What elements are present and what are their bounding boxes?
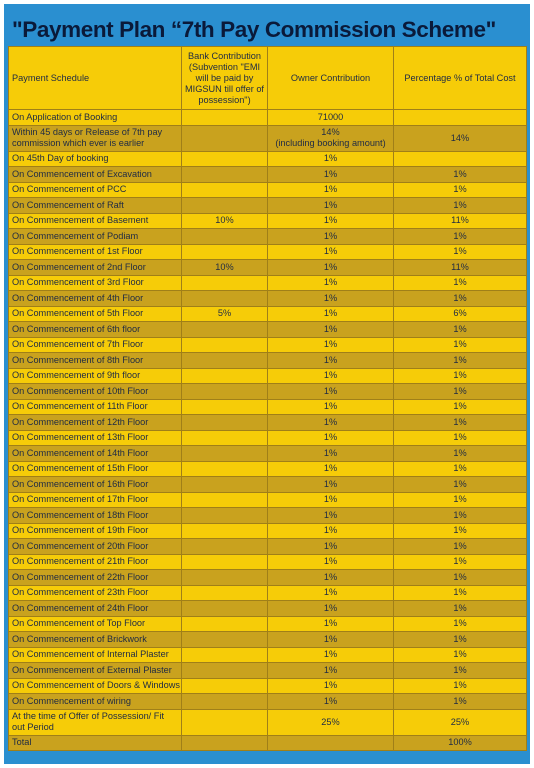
schedule-cell: On Commencement of 9th floor [9, 368, 182, 384]
owner-contribution-cell: 1% [268, 415, 394, 431]
schedule-cell: On Commencement of 13th Floor [9, 430, 182, 446]
schedule-cell: On Commencement of 20th Floor [9, 539, 182, 555]
percentage-cell: 1% [394, 291, 527, 307]
schedule-cell: On Commencement of 19th Floor [9, 523, 182, 539]
bank-contribution-cell [182, 735, 268, 751]
schedule-cell: On Commencement of PCC [9, 182, 182, 198]
owner-contribution-cell: 1% [268, 182, 394, 198]
table-row [9, 554, 527, 570]
percentage-cell: 1% [394, 399, 527, 415]
table-row [9, 399, 527, 415]
owner-contribution-cell [268, 735, 394, 751]
bank-contribution-cell [182, 275, 268, 291]
schedule-cell: On Commencement of Excavation [9, 167, 182, 183]
percentage-cell: 1% [394, 198, 527, 214]
schedule-cell: On Commencement of Top Floor [9, 616, 182, 632]
bank-contribution-cell [182, 430, 268, 446]
table-row [9, 430, 527, 446]
schedule-cell: On Commencement of Internal Plaster [9, 647, 182, 663]
owner-contribution-cell: 1% [268, 151, 394, 167]
bank-contribution-cell [182, 523, 268, 539]
percentage-cell: 6% [394, 306, 527, 322]
table-row [9, 694, 527, 710]
schedule-cell: On Commencement of 23th Floor [9, 585, 182, 601]
owner-contribution-cell: 1% [268, 539, 394, 555]
schedule-cell: On Commencement of 18th Floor [9, 508, 182, 524]
percentage-cell [394, 110, 527, 126]
table-row [9, 244, 527, 260]
schedule-cell: On Commencement of wiring [9, 694, 182, 710]
schedule-cell: On Commencement of 6th floor [9, 322, 182, 338]
schedule-cell: On Commencement of 4th Floor [9, 291, 182, 307]
page-title: "Payment Plan “7th Pay Commission Scheme" [12, 17, 496, 42]
table-row [9, 353, 527, 369]
bank-contribution-cell [182, 182, 268, 198]
table-row [9, 477, 527, 493]
table-row [9, 585, 527, 601]
schedule-cell: On Commencement of 2nd Floor [9, 260, 182, 276]
table-row [9, 229, 527, 245]
percentage-cell: 11% [394, 213, 527, 229]
percentage-cell: 1% [394, 430, 527, 446]
percentage-cell: 1% [394, 368, 527, 384]
percentage-cell: 1% [394, 353, 527, 369]
bank-contribution-cell [182, 492, 268, 508]
percentage-cell: 1% [394, 461, 527, 477]
schedule-cell: On Commencement of 12th Floor [9, 415, 182, 431]
table-row [9, 415, 527, 431]
bank-contribution-cell: 10% [182, 213, 268, 229]
owner-contribution-cell: 1% [268, 244, 394, 260]
bank-contribution-cell [182, 678, 268, 694]
owner-contribution-cell: 1% [268, 322, 394, 338]
percentage-cell: 1% [394, 446, 527, 462]
owner-contribution-cell: 1% [268, 167, 394, 183]
owner-contribution-cell: 1% [268, 337, 394, 353]
owner-contribution-cell: 1% [268, 446, 394, 462]
owner-contribution-cell: 1% [268, 663, 394, 679]
table-row [9, 125, 527, 151]
table-row [9, 461, 527, 477]
owner-contribution-cell: 25% [268, 709, 394, 735]
owner-contribution-cell: 1% [268, 353, 394, 369]
schedule-cell: On Commencement of 24th Floor [9, 601, 182, 617]
table-row [9, 539, 527, 555]
payment-plan-table [8, 46, 527, 751]
owner-contribution-cell: 1% [268, 678, 394, 694]
owner-contribution-cell: 1% [268, 694, 394, 710]
table-row [9, 167, 527, 183]
bank-contribution-cell [182, 554, 268, 570]
schedule-cell: On Commencement of Basement [9, 213, 182, 229]
percentage-cell: 1% [394, 508, 527, 524]
percentage-cell: 1% [394, 492, 527, 508]
percentage-cell: 1% [394, 244, 527, 260]
schedule-cell: On Commencement of 11th Floor [9, 399, 182, 415]
owner-contribution-cell: 1% [268, 306, 394, 322]
table-row [9, 213, 527, 229]
owner-contribution-cell: 1% [268, 492, 394, 508]
percentage-cell: 11% [394, 260, 527, 276]
bank-contribution-cell [182, 415, 268, 431]
bank-contribution-cell [182, 709, 268, 735]
schedule-cell: On Commencement of 17th Floor [9, 492, 182, 508]
owner-contribution-cell: 1% [268, 477, 394, 493]
owner-contribution-cell: 1% [268, 399, 394, 415]
owner-contribution-cell: 71000 [268, 110, 394, 126]
owner-contribution-cell: 1% [268, 570, 394, 586]
owner-contribution-cell: 1% [268, 601, 394, 617]
schedule-cell: On Commencement of 8th Floor [9, 353, 182, 369]
percentage-cell [394, 151, 527, 167]
table-row [9, 291, 527, 307]
owner-contribution-cell: 1% [268, 461, 394, 477]
table-row [9, 508, 527, 524]
percentage-cell: 1% [394, 539, 527, 555]
percentage-cell: 1% [394, 663, 527, 679]
schedule-cell: On Commencement of 16th Floor [9, 477, 182, 493]
bank-contribution-cell [182, 694, 268, 710]
percentage-cell: 1% [394, 182, 527, 198]
bank-contribution-cell [182, 151, 268, 167]
owner-contribution-cell: 1% [268, 585, 394, 601]
schedule-cell: On Commencement of 1st Floor [9, 244, 182, 260]
table-row [9, 110, 527, 126]
bank-contribution-cell [182, 647, 268, 663]
bank-contribution-cell [182, 337, 268, 353]
table-header-row [9, 47, 527, 110]
schedule-cell: On Commencement of Podiam [9, 229, 182, 245]
bank-contribution-cell [182, 508, 268, 524]
header-bank-contribution: Bank Contribution (Subvention "EMI will be paid by MIGSUN till offer of possession") [182, 47, 268, 110]
percentage-cell: 25% [394, 709, 527, 735]
owner-contribution-cell: 1% [268, 275, 394, 291]
schedule-cell: On Commencement of 5th Floor [9, 306, 182, 322]
header-owner-contribution: Owner Contribution [268, 47, 394, 110]
table-row [9, 337, 527, 353]
percentage-cell: 1% [394, 322, 527, 338]
owner-contribution-cell: 1% [268, 554, 394, 570]
percentage-cell: 1% [394, 167, 527, 183]
percentage-cell: 1% [394, 647, 527, 663]
bank-contribution-cell [182, 353, 268, 369]
bank-contribution-cell: 10% [182, 260, 268, 276]
bank-contribution-cell [182, 461, 268, 477]
bank-contribution-cell [182, 384, 268, 400]
table-row [9, 663, 527, 679]
bank-contribution-cell [182, 477, 268, 493]
bank-contribution-cell [182, 539, 268, 555]
percentage-cell: 1% [394, 601, 527, 617]
bank-contribution-cell [182, 198, 268, 214]
table-row [9, 632, 527, 648]
table-row [9, 384, 527, 400]
table-row [9, 198, 527, 214]
bank-contribution-cell [182, 601, 268, 617]
header-percentage: Percentage % of Total Cost [394, 47, 527, 110]
table-row [9, 306, 527, 322]
percentage-cell: 1% [394, 337, 527, 353]
percentage-cell: 1% [394, 632, 527, 648]
bank-contribution-cell [182, 110, 268, 126]
schedule-cell: On Commencement of 10th Floor [9, 384, 182, 400]
owner-contribution-cell: 1% [268, 616, 394, 632]
schedule-cell: On Commencement of 21th Floor [9, 554, 182, 570]
bank-contribution-cell [182, 570, 268, 586]
percentage-cell: 1% [394, 477, 527, 493]
percentage-cell: 100% [394, 735, 527, 751]
owner-contribution-cell: 1% [268, 198, 394, 214]
percentage-cell: 14% [394, 125, 527, 151]
bank-contribution-cell [182, 585, 268, 601]
percentage-cell: 1% [394, 616, 527, 632]
schedule-cell: Total [9, 735, 182, 751]
bank-contribution-cell [182, 167, 268, 183]
owner-contribution-cell: 1% [268, 430, 394, 446]
schedule-cell: At the time of Offer of Possession/ Fit out Period [9, 709, 182, 735]
owner-contribution-cell: 1% [268, 213, 394, 229]
percentage-cell: 1% [394, 554, 527, 570]
table-row [9, 322, 527, 338]
schedule-cell: On Commencement of Brickwork [9, 632, 182, 648]
schedule-cell: On Commencement of 22th Floor [9, 570, 182, 586]
owner-contribution-cell: 1% [268, 508, 394, 524]
table-row [9, 570, 527, 586]
bank-contribution-cell [182, 368, 268, 384]
bank-contribution-cell [182, 632, 268, 648]
percentage-cell: 1% [394, 229, 527, 245]
percentage-cell: 1% [394, 585, 527, 601]
owner-contribution-cell: 1% [268, 260, 394, 276]
percentage-cell: 1% [394, 384, 527, 400]
schedule-cell: On Commencement of 15th Floor [9, 461, 182, 477]
table-row [9, 260, 527, 276]
owner-contribution-cell: 14% (including booking amount) [268, 125, 394, 151]
percentage-cell: 1% [394, 570, 527, 586]
schedule-cell: On Commencement of 3rd Floor [9, 275, 182, 291]
bank-contribution-cell [182, 616, 268, 632]
bank-contribution-cell [182, 399, 268, 415]
owner-contribution-cell: 1% [268, 291, 394, 307]
table-row [9, 446, 527, 462]
owner-contribution-cell: 1% [268, 368, 394, 384]
percentage-cell: 1% [394, 523, 527, 539]
bank-contribution-cell: 5% [182, 306, 268, 322]
percentage-cell: 1% [394, 415, 527, 431]
table-row [9, 647, 527, 663]
bank-contribution-cell [182, 322, 268, 338]
table-row [9, 523, 527, 539]
table-row [9, 368, 527, 384]
bank-contribution-cell [182, 291, 268, 307]
percentage-cell: 1% [394, 694, 527, 710]
schedule-cell: On Commencement of Raft [9, 198, 182, 214]
bank-contribution-cell [182, 446, 268, 462]
table-row [9, 275, 527, 291]
schedule-cell: On Commencement of 14th Floor [9, 446, 182, 462]
percentage-cell: 1% [394, 678, 527, 694]
bank-contribution-cell [182, 244, 268, 260]
table-row [9, 678, 527, 694]
schedule-cell: On Application of Booking [9, 110, 182, 126]
bank-contribution-cell [182, 229, 268, 245]
table-row [9, 616, 527, 632]
table-row [9, 182, 527, 198]
table-row [9, 735, 527, 751]
owner-contribution-cell: 1% [268, 523, 394, 539]
bank-contribution-cell [182, 663, 268, 679]
owner-contribution-cell: 1% [268, 632, 394, 648]
owner-contribution-cell: 1% [268, 229, 394, 245]
schedule-cell: Within 45 days or Release of 7th pay commission which ever is earlier [9, 125, 182, 151]
schedule-cell: On Commencement of 7th Floor [9, 337, 182, 353]
table-row [9, 492, 527, 508]
header-payment-schedule: Payment Schedule [9, 47, 182, 110]
owner-contribution-cell: 1% [268, 647, 394, 663]
schedule-cell: On Commencement of Doors & Windows [9, 678, 182, 694]
schedule-cell: On Commencement of External Plaster [9, 663, 182, 679]
schedule-cell: On 45th Day of booking [9, 151, 182, 167]
table-row [9, 151, 527, 167]
table-row [9, 709, 527, 735]
table-row [9, 601, 527, 617]
owner-contribution-cell: 1% [268, 384, 394, 400]
bank-contribution-cell [182, 125, 268, 151]
percentage-cell: 1% [394, 275, 527, 291]
